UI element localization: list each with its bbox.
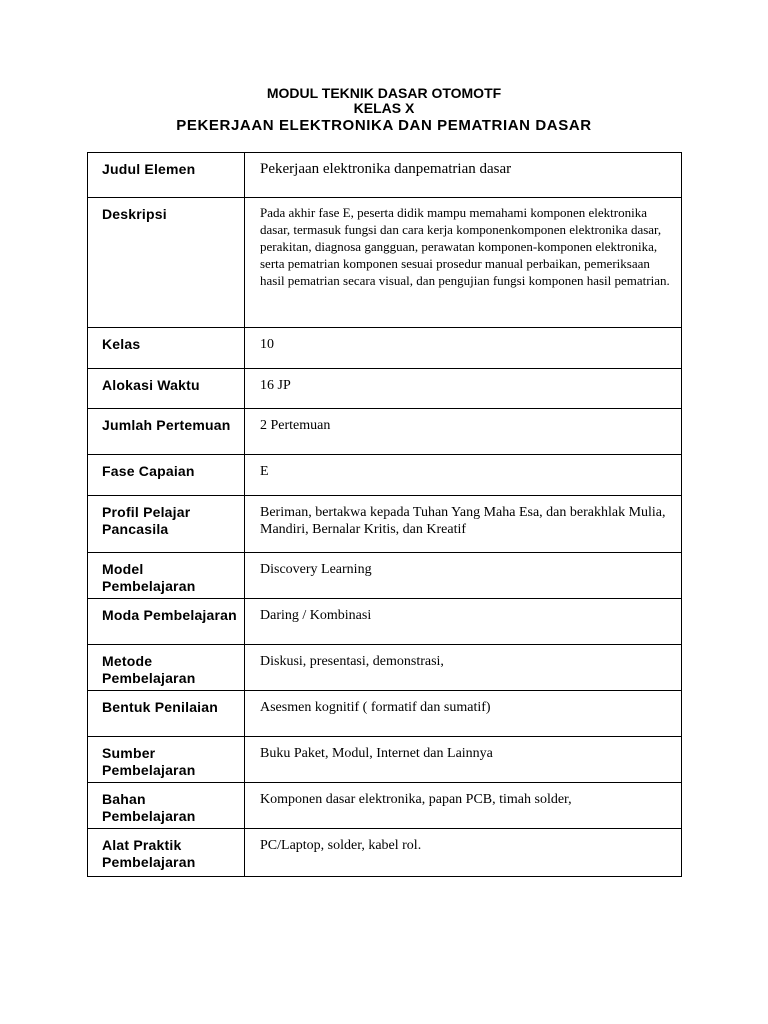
- row-value: Beriman, bertakwa kepada Tuhan Yang Maha Esa, dan berakhlak Mulia, Mandiri, Bernalar Kritis, dan Kreatif: [245, 496, 682, 553]
- topic-title: PEKERJAAN ELEKTRONIKA DAN PEMATRIAN DASAR: [176, 117, 592, 134]
- row-value: Diskusi, presentasi, demonstrasi,: [245, 645, 682, 691]
- row-label: Alokasi Waktu: [88, 369, 245, 409]
- class-title: KELAS X: [353, 100, 415, 116]
- row-value: Buku Paket, Modul, Internet dan Lainnya: [245, 737, 682, 783]
- table-row-metode-pembelajaran: [88, 645, 682, 691]
- row-value: 2 Pertemuan: [245, 409, 682, 455]
- table-row-jumlah-pertemuan: [88, 409, 682, 455]
- row-label: Metode Pembelajaran: [88, 645, 245, 691]
- row-value: Komponen dasar elektronika, papan PCB, timah solder,: [245, 783, 682, 829]
- row-value: Pada akhir fase E, peserta didik mampu memahami komponen elektronika dasar, termasuk fungsi dan cara kerja komponenkomponen elektronika dasar, perakitan, diagnosa gangguan, perawatan komponen-komponen elektronika, serta pematrian komponen sesuai prosedur manual perbaikan, pemeriksaan hasil pematrian secara visual, dan pengujian fungsi komponen hasil pematrian.: [245, 198, 682, 328]
- row-value: Pekerjaan elektronika danpematrian dasar: [245, 153, 682, 198]
- table-row-deskripsi: [88, 198, 682, 328]
- row-label: Moda Pembelajaran: [88, 599, 245, 645]
- row-label: Bentuk Penilaian: [88, 691, 245, 737]
- row-label: Jumlah Pertemuan: [88, 409, 245, 455]
- table-row-sumber-pembelajaran: [88, 737, 682, 783]
- table-row-kelas: [88, 328, 682, 369]
- module-title: MODUL TEKNIK DASAR OTOMOTF: [266, 85, 502, 101]
- module-info-table: [87, 152, 682, 877]
- table-row-judul-elemen: [88, 153, 682, 198]
- row-value: Asesmen kognitif ( formatif dan sumatif): [245, 691, 682, 737]
- row-value: Daring / Kombinasi: [245, 599, 682, 645]
- row-label: Model Pembelajaran: [88, 553, 245, 599]
- table-row-profil-pelajar: [88, 496, 682, 553]
- table-row-model-pembelajaran: [88, 553, 682, 599]
- table-row-bentuk-penilaian: [88, 691, 682, 737]
- row-value: E: [245, 455, 682, 496]
- row-value: 16 JP: [245, 369, 682, 409]
- row-label: Sumber Pembelajaran: [88, 737, 245, 783]
- table-row-alat-praktik: [88, 829, 682, 877]
- row-label: Deskripsi: [88, 198, 245, 328]
- row-label: Bahan Pembelajaran: [88, 783, 245, 829]
- row-label: Alat Praktik Pembelajaran: [88, 829, 245, 877]
- row-value: 10: [245, 328, 682, 369]
- row-label: Profil Pelajar Pancasila: [88, 496, 245, 553]
- row-label: Kelas: [88, 328, 245, 369]
- table-row-alokasi-waktu: [88, 369, 682, 409]
- table-row-fase-capaian: [88, 455, 682, 496]
- row-label: Fase Capaian: [88, 455, 245, 496]
- row-label: Judul Elemen: [88, 153, 245, 198]
- table-row-bahan-pembelajaran: [88, 783, 682, 829]
- document-header: [0, 86, 768, 134]
- table-row-moda-pembelajaran: [88, 599, 682, 645]
- row-value: PC/Laptop, solder, kabel rol.: [245, 829, 682, 877]
- row-value: Discovery Learning: [245, 553, 682, 599]
